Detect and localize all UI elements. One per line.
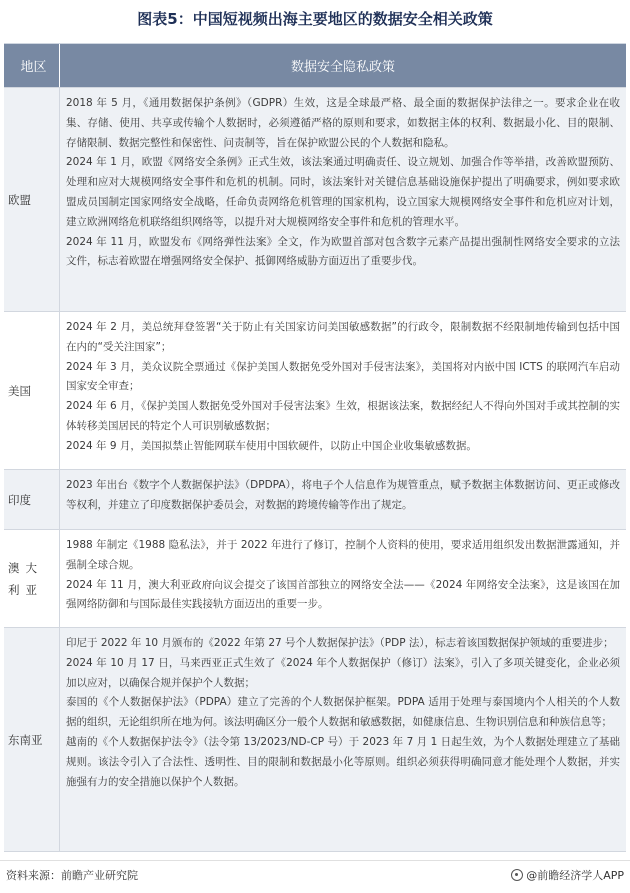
policy-paragraph: 2024 年 11 月，澳大利亚政府向议会提交了该国首部独立的网络安全法——《2024 年网络安全法案》，这是该国在加强网络防御和与国际最佳实践接轨方面迈出的重要一步。 [66,578,620,611]
policy-paragraph: 2023 年出台《数字个人数据保护法》（DPDPA），将电子个人信息作为规管重点，赋予数据主体数据访问、更正或修改等权利，并建立了印度数据保护委员会，对数据的跨境传输等作出了规定。 [66,479,620,511]
policy-paragraph: 2018 年 5 月，《通用数据保护条例》（GDPR）生效，这是全球最严格、最全面的数据保护法律之一。要求企业在收集、存储、使用、共享或传输个人数据时，必须遵循严格的原则和要求，如数据主体的权利、数据最小化、目的限制、存储限制、数据完整性和保密性、问责制等，旨在保护欧盟公民的个人数据和隐私。 [66,97,620,149]
policy-paragraph: 2024 年 1 月，欧盟《网络安全条例》正式生效，该法案通过明确责任、设立规划、加强合作等举措，改善欧盟预防、处理和应对大规模网络安全事件和危机的机制。同时，该法案针对关键信息基础设施保护提出了明确要求，例如要求欧盟成员国制定国家网络安全战略，任命负责网络危机管理的国家机构，设立国家大规模网络安全事件和危机应对计划，建立欧洲网络危机联络组织网络等，以提升对大规模网络安全事件和危机的管理水平。 [66,156,620,228]
header-region: 地区 [4,44,60,87]
policy-paragraph: 越南的《个人数据保护法令》（法令第 13/2023/ND-CP 号）于 2023 年 7 月 1 日起生效，为个人数据处理建立了基础规则。该法令引入了合法性、透明性、目的限制和数据最小化等原则。组织必须获得明确同意才能处理个人数据，并实施强有力的安全措施以保护个人数据。 [66,735,620,788]
brand-credit [511,867,624,883]
footer [0,860,630,893]
policy-cell [60,530,626,627]
region-cell: 东南亚 [4,628,60,851]
region-cell [4,530,60,627]
policy-cell [60,312,626,469]
policy-paragraph: 2024 年 2 月，美总统拜登签署“关于防止有关国家访问美国敏感数据”的行政令，限制数据不经限制地传输到包括中国在内的“受关注国家”； [66,321,620,353]
table-row-southeast-asia [4,628,626,852]
policy-cell [60,470,626,529]
table-row-eu [4,88,626,312]
region-cell: 印度 [4,470,60,529]
policy-paragraph: 2024 年 10 月 17 日，马来西亚正式生效了《2024 年个人数据保护（修订）法案》，引入了多项关键变化，企业必须加以应对，以确保合规并保护个人数据； [66,656,620,689]
table-row-us [4,312,626,470]
policy-paragraph: 2024 年 3 月，美众议院全票通过《保护美国人数据免受外国对手侵害法案》，美国将对内嵌中国 ICTS 的联网汽车启动国家安全审查； [66,360,620,393]
source-note: 资料来源：前瞻产业研究院 [6,869,138,882]
table-row-india [4,470,626,530]
table-row-australia [4,530,626,628]
table-header-row [4,44,626,88]
region-cell: 美国 [4,312,60,469]
policy-paragraph: 印尼于 2022 年 10 月颁布的《2022 年第 27 号个人数据保护法》（PDP 法），标志着该国数据保护领域的重要进步； [66,637,614,649]
policy-cell [60,628,626,851]
brand-logo-icon [511,869,523,881]
policy-paragraph: 2024 年 9 月，美国拟禁止智能网联车使用中国软硬件，以防止中国企业收集敏感数据。 [66,439,477,452]
brand-text: @前瞻经济学人APP [526,869,624,882]
policy-table [4,43,626,852]
policy-paragraph: 1988 年制定《1988 隐私法》，并于 2022 年进行了修订，控制个人资料的使用，要求适用组织发出数据泄露通知，并强制全球合规。 [66,539,620,571]
page-title: 图表5：中国短视频出海主要地区的数据安全相关政策 [137,10,493,28]
policy-paragraph: 泰国的《个人数据保护法》（PDPA）建立了完善的个人数据保护框架。PDPA 适用于处理与泰国境内个人相关的个人数据的组织，无论组织所在地为何。该法明确区分一般个人数据和敏感数据，如健康信息、生物识别信息和种族信息等； [66,696,620,729]
policy-paragraph: 2024 年 6 月，《保护美国人数据免受外国对手侵害法案》生效，根据该法案，数据经纪人不得向外国对手或其控制的实体转移美国居民的特定个人可识别敏感数据； [66,400,620,432]
region-label: 澳大利亚 [8,560,43,597]
policy-paragraph: 2024 年 11 月，欧盟发布《网络弹性法案》全文，作为欧盟首部对包含数字元素产品提出强制性网络安全要求的立法文件，标志着欧盟在增强网络安全保护、抵御网络威胁方面迈出了重要步伐。 [66,235,620,268]
header-policy: 数据安全隐私政策 [290,60,395,75]
region-cell: 欧盟 [4,88,60,311]
policy-cell [60,88,626,311]
